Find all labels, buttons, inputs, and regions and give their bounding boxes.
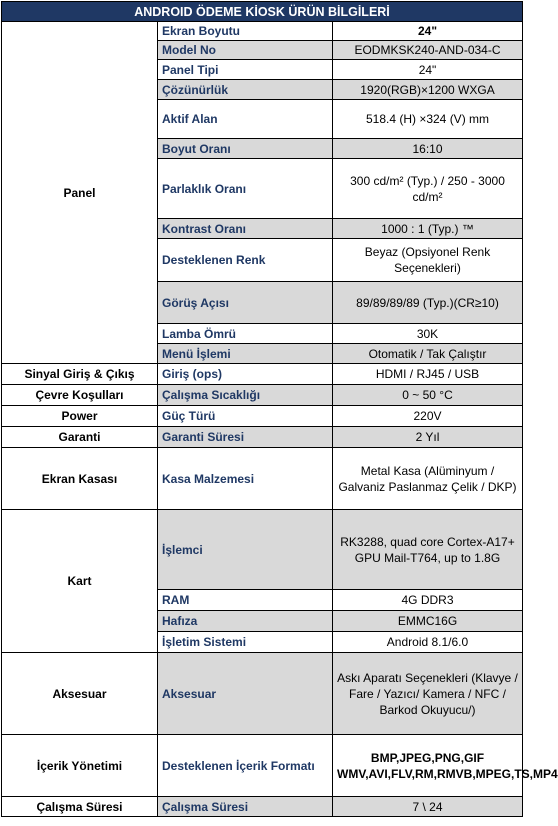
spec-value: 300 cd/m² (Typ.) / 250 - 3000 cd/m²	[333, 159, 523, 219]
spec-value: 1920(RGB)×1200 WXGA	[333, 80, 523, 100]
spec-label: Hafıza	[158, 611, 333, 632]
spec-label: Desteklenen Renk	[158, 239, 333, 282]
product-spec-table	[1, 1, 558, 817]
spec-label: Boyut Oranı	[158, 139, 333, 159]
category-runtime: Çalışma Süresi	[2, 797, 158, 817]
category-environment: Çevre Koşulları	[2, 385, 158, 406]
spec-label: Lamba Ömrü	[158, 324, 333, 344]
category-content: İçerik Yönetimi	[2, 735, 158, 797]
spec-value: Metal Kasa (Alüminyum / Galvaniz Paslanmaz Çelik / DKP)	[333, 448, 523, 510]
spec-label: Çalışma Sıcaklığı	[158, 385, 333, 406]
spec-value: EODMKSK240-AND-034-C	[333, 41, 523, 60]
spec-value: 2 Yıl	[333, 427, 523, 448]
spec-value: 89/89/89/89 (Typ.)(CR≥10)	[333, 282, 523, 324]
spec-label: Kontrast Oranı	[158, 219, 333, 239]
spec-label: Aksesuar	[158, 653, 333, 735]
table-title: ANDROID ÖDEME KİOSK ÜRÜN BİLGİLERİ	[2, 2, 523, 22]
spec-value: 30K	[333, 324, 523, 344]
spec-value: Askı Aparatı Seçenekleri (Klavye / Fare / Yazıcı/ Kamera / NFC / Barkod Okuyucu/)	[333, 653, 523, 735]
spec-value: 16:10	[333, 139, 523, 159]
spec-label: Panel Tipi	[158, 60, 333, 80]
spec-value: 7 \ 24	[333, 797, 523, 817]
spec-label: Ekran Boyutu	[158, 22, 333, 41]
spec-label: Görüş Açısı	[158, 282, 333, 324]
spec-value: HDMI / RJ45 / USB	[333, 364, 523, 385]
spec-value: 220V	[333, 406, 523, 427]
spec-value: 0 ~ 50 °C	[333, 385, 523, 406]
spec-value: 4G DDR3	[333, 590, 523, 611]
category-enclosure: Ekran Kasası	[2, 448, 158, 510]
spec-label: Kasa Malzemesi	[158, 448, 333, 510]
spec-value: Beyaz (Opsiyonel Renk Seçenekleri)	[333, 239, 523, 282]
spec-value: Android 8.1/6.0	[333, 632, 523, 653]
spec-value: Otomatik / Tak Çalıştır	[333, 344, 523, 364]
category-accessory: Aksesuar	[2, 653, 158, 735]
category-power: Power	[2, 406, 158, 427]
spec-value: 24"	[333, 60, 523, 80]
spec-value: 518.4 (H) ×324 (V) mm	[333, 100, 523, 139]
spec-label: Çalışma Süresi	[158, 797, 333, 817]
spec-label: İşlemci	[158, 510, 333, 590]
spec-label: Menü İşlemi	[158, 344, 333, 364]
spec-label: Parlaklık Oranı	[158, 159, 333, 219]
category-board: Kart	[2, 510, 158, 653]
spec-value: BMP,JPEG,PNG,GIF WMV,AVI,FLV,RM,RMVB,MPEG,TS,MP4	[333, 735, 523, 797]
spec-value: RK3288, quad core Cortex-A17+ GPU Mail-T764, up to 1.8G	[333, 510, 523, 590]
spec-label: Aktif Alan	[158, 100, 333, 139]
spec-value: 1000 : 1 (Typ.) ™	[333, 219, 523, 239]
spec-value: 24"	[333, 22, 523, 41]
spec-label: Çözünürlük	[158, 80, 333, 100]
spec-label: RAM	[158, 590, 333, 611]
category-signal: Sinyal Giriş & Çıkış	[2, 364, 158, 385]
spec-label: Desteklenen İçerik Formatı	[158, 735, 333, 797]
spec-label: Model No	[158, 41, 333, 60]
spec-label: İşletim Sistemi	[158, 632, 333, 653]
spec-label: Güç Türü	[158, 406, 333, 427]
spec-value: EMMC16G	[333, 611, 523, 632]
category-warranty: Garanti	[2, 427, 158, 448]
spec-label: Giriş (ops)	[158, 364, 333, 385]
spec-label: Garanti Süresi	[158, 427, 333, 448]
category-panel: Panel	[2, 22, 158, 364]
